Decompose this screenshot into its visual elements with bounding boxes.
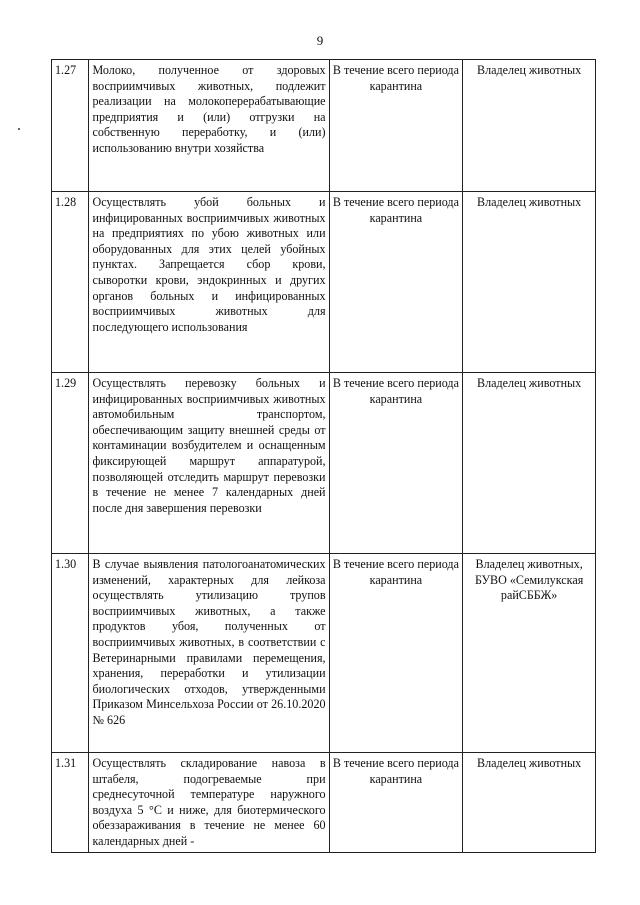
table-row <box>52 554 596 753</box>
table-row <box>52 373 596 554</box>
measure-description-text: Осуществлять убой больных и инфицированных восприимчивых животных на предприятиях по убою животных или оборудованных для этих целей убойных пунктах. Запрещается сбор крови, сыворотки крови, эндокринных и других органов больных и инфицированных восприимчивых животных для последующего использования <box>92 195 326 334</box>
measure-description <box>89 753 329 853</box>
table-row <box>52 192 596 373</box>
table-row <box>52 60 596 192</box>
measure-description <box>89 60 329 192</box>
table-row <box>52 753 596 853</box>
measure-description-text: Молоко, полученное от здоровых восприимчивых животных, подлежит реализации на молокоперерабатывающие предприятия и (или) отгрузки на собственную переработку, и (или) использованию внутри хозяйства <box>92 63 326 155</box>
measure-responsible <box>463 373 596 554</box>
row-number: 1.30 <box>52 554 89 753</box>
measure-term <box>329 554 463 753</box>
measure-term-text: В течение всего периода карантина <box>332 376 459 406</box>
row-number: 1.31 <box>52 753 89 853</box>
measure-responsible-text: Владелец животных <box>477 195 582 209</box>
measure-term <box>329 373 463 554</box>
row-number: 1.27 <box>52 60 89 192</box>
measure-description <box>89 373 329 554</box>
measure-term <box>329 60 463 192</box>
measure-term-text: В течение всего периода карантина <box>332 557 459 587</box>
measure-responsible <box>463 554 596 753</box>
measure-responsible <box>463 753 596 853</box>
row-number: 1.28 <box>52 192 89 373</box>
measure-responsible-text: Владелец животных <box>477 756 582 770</box>
measure-description <box>89 192 329 373</box>
measure-responsible-text: Владелец животных <box>477 63 582 77</box>
measure-term-text: В течение всего периода карантина <box>332 195 459 225</box>
measure-term-text: В течение всего периода карантина <box>332 756 459 786</box>
page-number: 9 <box>316 33 324 48</box>
measure-description-text: Осуществлять перевозку больных и инфицированных восприимчивых животных автомобильным транспортом, обеспечивающим защиту внешней среды от контаминации возбудителем и оснащенным фиксирующей маршрут аппаратурой, позволяющей отследить маршрут перевозки в течение не менее 7 календарных дней после дня завершения перевозки <box>92 376 326 515</box>
measure-term-text: В течение всего периода карантина <box>332 63 459 93</box>
measure-description-text: Осуществлять складирование навоза в штабеля, подогреваемые при среднесуточной температуре наружного воздуха 5 °С и ниже, для биотермического обеззараживания в течение не менее 60 календарных дней - <box>92 756 326 848</box>
measure-responsible <box>463 60 596 192</box>
measure-term <box>329 192 463 373</box>
measure-responsible-text: Владелец животных <box>477 376 582 390</box>
measure-description-text: В случае выявления патологоанатомических изменений, характерных для лейкоза осуществлять утилизацию трупов восприимчивых животных, а также продуктов убоя, полученных от восприимчивых животных, в соответствии с Ветеринарными правилами перемещения, хранения, переработки и утилизации биологических отходов, утвержденными Приказом Минсельхоза России от 26.10.2020 № 626 <box>92 557 326 727</box>
measure-responsible-text: Владелец животных, БУВО «Семилукская райСББЖ» <box>474 557 584 603</box>
scan-artifact-dot <box>18 128 20 130</box>
measure-term <box>329 753 463 853</box>
measure-responsible <box>463 192 596 373</box>
measures-table <box>51 59 596 853</box>
measure-description <box>89 554 329 753</box>
row-number: 1.29 <box>52 373 89 554</box>
